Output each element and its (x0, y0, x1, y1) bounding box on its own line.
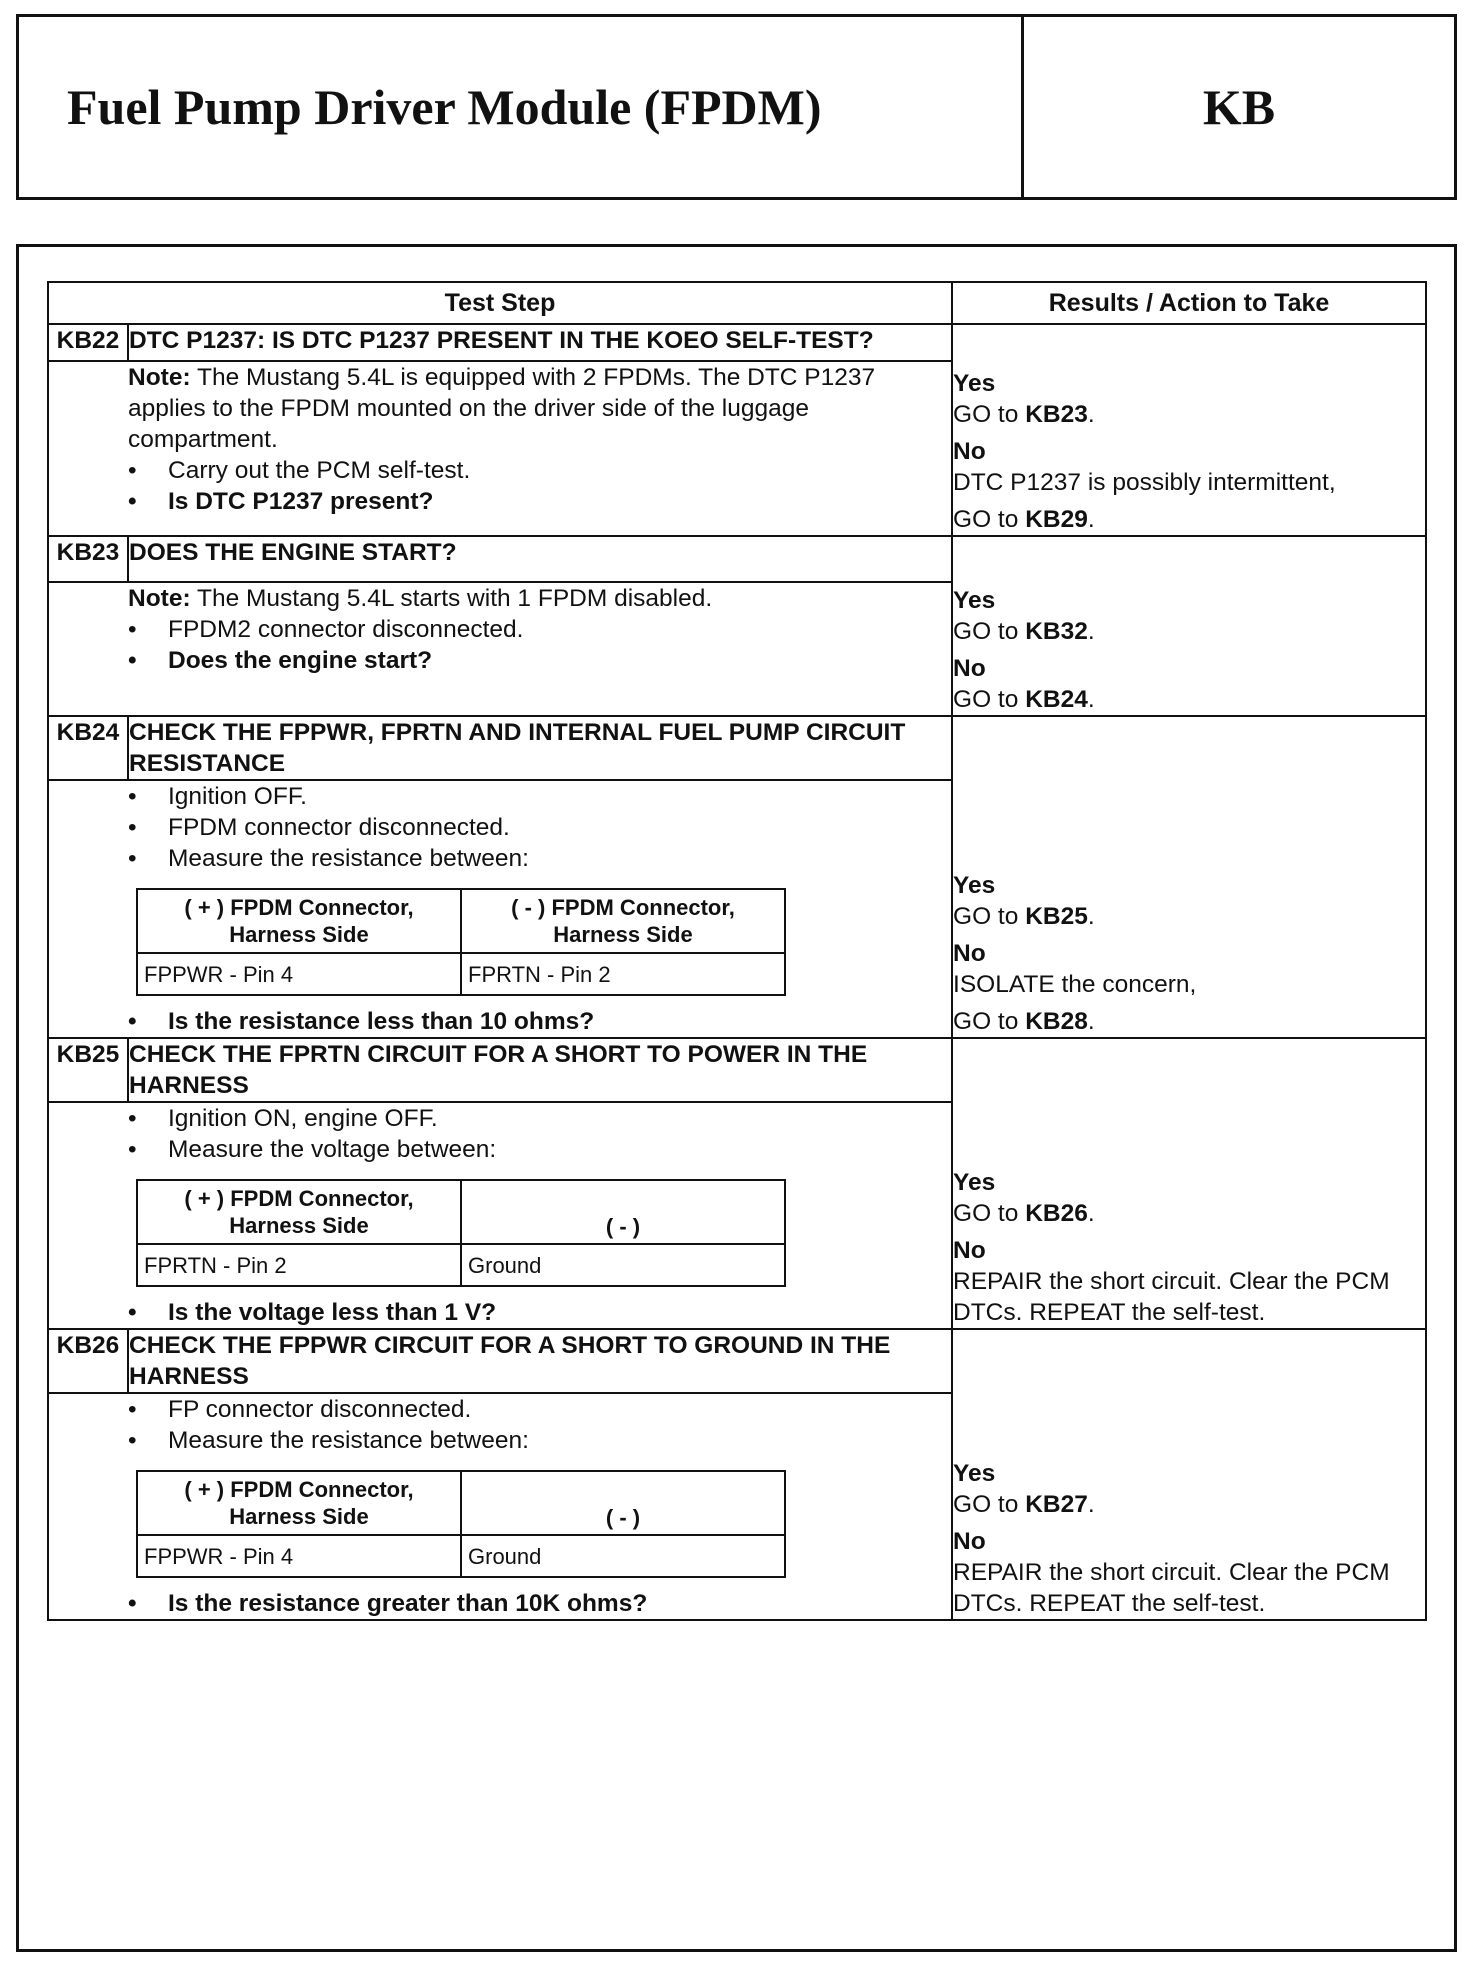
measurement-table (136, 888, 786, 996)
no-action: DTC P1237 is possibly intermittent, (953, 469, 1336, 496)
yes-action: GO to KB25. (953, 903, 1095, 930)
measurement-value: Ground (461, 1535, 785, 1577)
step-body (128, 1102, 952, 1329)
no-action: ISOLATE the concern, (953, 971, 1197, 998)
yes-label: Yes (953, 370, 996, 397)
measurement-header: ( - ) (461, 1471, 785, 1535)
list-item: • Measure the voltage between: (128, 1134, 951, 1165)
goto-ref: KB25 (1025, 903, 1088, 930)
measurement-header: ( - ) (461, 1180, 785, 1244)
step-question: • Is the resistance greater than 10K ohms? (128, 1588, 951, 1619)
yes-action: GO to KB27. (953, 1491, 1095, 1518)
no-goto: GO to KB28. (953, 1008, 1095, 1035)
list-item: • Ignition OFF. (128, 781, 951, 812)
no-label: No (953, 1528, 986, 1555)
step-question: • Is DTC P1237 present? (128, 486, 951, 517)
goto-ref: KB26 (1025, 1200, 1088, 1227)
list-item: • FPDM2 connector disconnected. (128, 614, 951, 645)
goto-ref: KB23 (1025, 401, 1088, 428)
yes-action: GO to KB23. (953, 401, 1095, 428)
step-title: CHECK THE FPPWR CIRCUIT FOR A SHORT TO GROUND IN THE HARNESS (128, 1329, 952, 1393)
list-item: • FP connector disconnected. (128, 1394, 951, 1425)
goto-ref: KB32 (1025, 618, 1088, 645)
no-action: REPAIR the short circuit. Clear the PCM DTCs. REPEAT the self-test. (953, 1268, 1390, 1326)
measurement-value: FPPWR - Pin 4 (137, 953, 461, 995)
yes-action: GO to KB26. (953, 1200, 1095, 1227)
step-title-row (48, 324, 1426, 361)
step-title-row (48, 1329, 1426, 1393)
step-question: • Is the resistance less than 10 ohms? (128, 1006, 951, 1037)
measurement-value: FPPWR - Pin 4 (137, 1535, 461, 1577)
measurement-header: ( - ) FPDM Connector, Harness Side (461, 889, 785, 953)
step-title: DTC P1237: IS DTC P1237 PRESENT IN THE KOEO SELF-TEST? (128, 324, 952, 361)
goto-ref: KB29 (1025, 506, 1088, 533)
no-action: REPAIR the short circuit. Clear the PCM DTCs. REPEAT the self-test. (953, 1559, 1390, 1617)
step-title: CHECK THE FPPWR, FPRTN AND INTERNAL FUEL PUMP CIRCUIT RESISTANCE (128, 716, 952, 780)
step-id: KB22 (48, 324, 128, 361)
step-body (128, 582, 952, 716)
goto-ref: KB28 (1025, 1008, 1088, 1035)
measurement-table (136, 1470, 786, 1578)
step-result (952, 324, 1426, 536)
list-item: • Carry out the PCM self-test. (128, 455, 951, 486)
yes-label: Yes (953, 872, 996, 899)
step-note: Note: The Mustang 5.4L is equipped with 2 FPDMs. The DTC P1237 applies to the FPDM mounted on the driver side of the luggage compartment. (128, 363, 876, 453)
yes-label: Yes (953, 587, 996, 614)
step-question: • Is the voltage less than 1 V? (128, 1297, 951, 1328)
list-item: • Measure the resistance between: (128, 843, 951, 874)
no-label: No (953, 940, 986, 967)
list-item: • FPDM connector disconnected. (128, 812, 951, 843)
step-body (128, 1393, 952, 1620)
step-title-row (48, 716, 1426, 780)
table-header-row (48, 282, 1426, 324)
measurement-table (136, 1179, 786, 1287)
yes-label: Yes (953, 1169, 996, 1196)
measurement-value: FPRTN - Pin 2 (137, 1244, 461, 1286)
step-bullets (128, 1103, 951, 1165)
measurement-header: ( + ) FPDM Connector, Harness Side (137, 889, 461, 953)
step-bullets (128, 614, 951, 676)
step-id: KB26 (48, 1329, 128, 1393)
section-code: KB (1202, 79, 1276, 135)
yes-action: GO to KB32. (953, 618, 1095, 645)
step-bullets (128, 781, 951, 874)
step-question: • Does the engine start? (128, 645, 951, 676)
list-item: • Measure the resistance between: (128, 1425, 951, 1456)
col-header-test-step: Test Step (48, 282, 952, 324)
step-title-row (48, 1038, 1426, 1102)
step-result (952, 536, 1426, 716)
no-label: No (953, 438, 986, 465)
col-header-results: Results / Action to Take (952, 282, 1426, 324)
step-bullets (128, 455, 951, 517)
test-step-table (47, 281, 1427, 1621)
step-result (952, 716, 1426, 1038)
step-result (952, 1329, 1426, 1620)
no-label: No (953, 655, 986, 682)
no-goto: GO to KB29. (953, 506, 1095, 533)
yes-label: Yes (953, 1460, 996, 1487)
step-title: CHECK THE FPRTN CIRCUIT FOR A SHORT TO POWER IN THE HARNESS (128, 1038, 952, 1102)
goto-ref: KB27 (1025, 1491, 1088, 1518)
page-header (16, 14, 1457, 200)
step-result (952, 1038, 1426, 1329)
list-item: • Ignition ON, engine OFF. (128, 1103, 951, 1134)
no-label: No (953, 1237, 986, 1264)
step-bullets (128, 1394, 951, 1456)
measurement-header: ( + ) FPDM Connector, Harness Side (137, 1180, 461, 1244)
step-body (128, 780, 952, 1038)
step-note: Note: The Mustang 5.4L starts with 1 FPDM disabled. (128, 585, 713, 613)
measurement-header: ( + ) FPDM Connector, Harness Side (137, 1471, 461, 1535)
step-title: DOES THE ENGINE START? (128, 536, 952, 582)
measurement-value: FPRTN - Pin 2 (461, 953, 785, 995)
step-body (128, 361, 952, 536)
no-action: GO to KB24. (953, 686, 1095, 713)
step-id: KB25 (48, 1038, 128, 1102)
step-id: KB24 (48, 716, 128, 780)
goto-ref: KB24 (1025, 686, 1088, 713)
measurement-value: Ground (461, 1244, 785, 1286)
step-id: KB23 (48, 536, 128, 582)
step-title-row (48, 536, 1426, 582)
page-title: Fuel Pump Driver Module (FPDM) (19, 17, 1024, 197)
